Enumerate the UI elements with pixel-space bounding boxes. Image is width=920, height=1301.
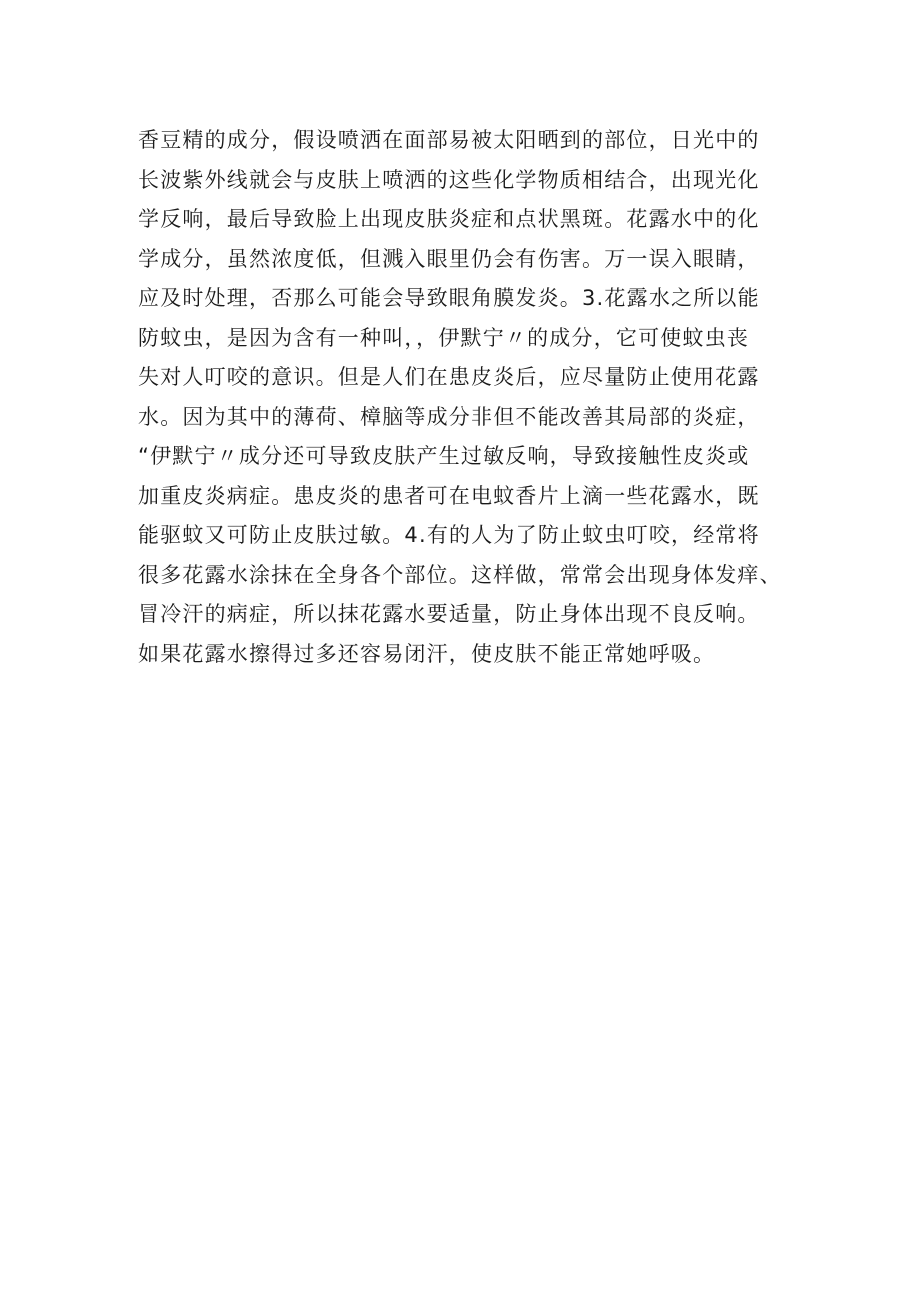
text-line: 学反响，最后导致脸上出现皮肤炎症和点状黑斑。花露水中的化 (138, 207, 760, 231)
text-line: “伊默宁〃成分还可导致皮肤产生过敏反响，导致接触性皮炎或 (138, 444, 750, 468)
text-line: 防蚊虫，是因为含有一种叫，，伊默宁〃的成分，它可使蚊虫丧 (138, 325, 750, 350)
text-line: 能驱蚊又可防止皮肤过敏。4.有的人为了防止蚊虫叮咬，经常将 (138, 523, 760, 547)
text-line: 香豆精的成分，假设喷洒在面部易被太阳晒到的部位，日光中的 (138, 128, 760, 152)
text-line: 长波紫外线就会与皮肤上喷洒的这些化学物质相结合，出现光化 (138, 167, 760, 192)
text-line: 加重皮炎病症。患皮炎的患者可在电蚊香片上滴一些花露水，既 (138, 483, 760, 508)
text-line: 很多花露水涂抹在全身各个部位。这样做，常常会出现身体发痒、 (138, 562, 782, 587)
body-paragraph (138, 121, 818, 674)
text-line: 应及时处理，否那么可能会导致眼角膜发炎。3.花露水之所以能 (138, 286, 760, 310)
text-line: 学成分，虽然浓度低，但溅入眼里仍会有伤害。万一误入眼睛， (138, 246, 760, 271)
text-line: 失对人叮咬的意识。但是人们在患皮炎后，应尽量防止使用花露 (138, 365, 760, 389)
text-line: 水。因为其中的薄荷、樟脑等成分非但不能改善其局部的炎症， (138, 404, 760, 429)
text-line: 冒冷汗的病症，所以抹花露水要适量，防止身体出现不良反响。 (138, 602, 760, 626)
text-line: 如果花露水擦得过多还容易闭汗，使皮肤不能正常她呼吸。 (138, 641, 716, 666)
